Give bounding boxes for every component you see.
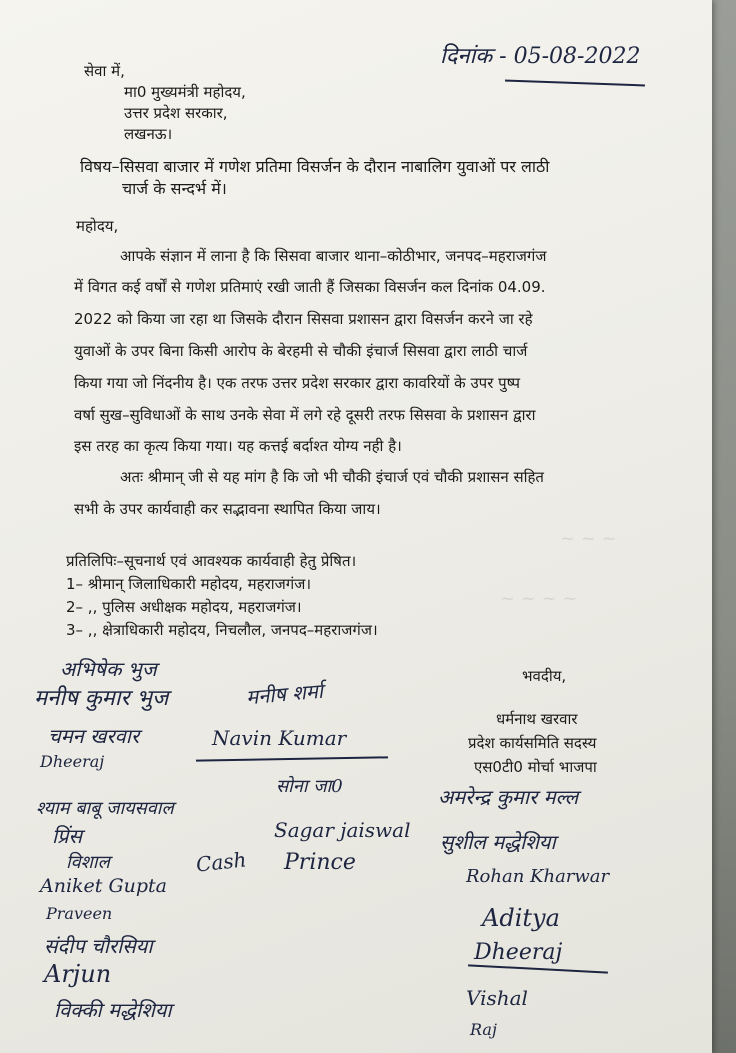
signature: विशाल <box>66 852 110 873</box>
recipient-line: उत्तर प्रदेश सरकार, <box>124 104 228 122</box>
signature: Vishal <box>466 986 528 1010</box>
signature: Prince <box>284 850 356 875</box>
signature: मनीष कुमार भुज <box>34 686 169 711</box>
sender-organisation: एस0टी0 मोर्चा भाजपा <box>474 758 597 776</box>
body-line: अतः श्रीमान् जी से यह मांग है कि जो भी चौकी इंचार्ज एवं चौकी प्रशासन सहित <box>120 468 544 486</box>
body-line: युवाओं के उपर बिना किसी आरोप के बेरहमी से चौकी इंचार्ज सिसवा द्वारा लाठी चार्ज <box>74 342 528 360</box>
body-line: वर्षा सुख–सुविधाओं के साथ उनके सेवा में लगे रहे दूसरी तरफ सिसवा के प्रशासन द्वारा <box>74 406 536 424</box>
signature-underline <box>196 756 388 761</box>
signature: Dheeraj <box>40 752 105 771</box>
signature: सोना जा0 <box>276 776 343 797</box>
signature: Arjun <box>44 960 112 988</box>
body-line: इस तरह का कृत्य किया गया। यह कत्तई बर्दाश्त योग्य नही है। <box>74 437 402 455</box>
subject-line: विषय–सिसवा बाजार में गणेश प्रतिमा विसर्जन के दौरान नाबालिग युवाओं पर लाठी <box>80 157 550 176</box>
signature: प्रिंस <box>52 824 83 848</box>
body-line: 2022 को किया जा रहा था जिसके दौरान सिसवा प्रशासन द्वारा विसर्जन करने जा रहे <box>74 310 533 328</box>
copy-to-item: 3– ,, क्षेत्राधिकारी महोदय, निचलौल, जनपद–महराजगंज। <box>66 621 378 639</box>
subject-line: चार्ज के सन्दर्भ में। <box>122 179 227 198</box>
greeting: महोदय, <box>76 217 119 235</box>
signature: Rohan Kharwar <box>466 866 610 887</box>
signature-underline <box>468 964 608 973</box>
signature: Aditya <box>482 904 560 932</box>
body-line: किया गया जो निंदनीय है। एक तरफ उत्तर प्रदेश सरकार द्वारा कावरियों के उपर पुष्प <box>74 374 520 392</box>
signature: सुशील मद्धेशिया <box>440 830 556 854</box>
salutation-to: सेवा में, <box>84 62 125 80</box>
signature: चमन खरवार <box>48 724 140 748</box>
signature: श्याम बाबू जायसवाल <box>36 798 174 819</box>
signature: Dheeraj <box>474 940 563 965</box>
bleed-through-mark: ~ ~ ~ ~ <box>500 588 578 609</box>
bleed-through-mark: ~ ~ ~ <box>560 528 617 549</box>
signature: Sagar jaiswal <box>274 818 411 842</box>
body-line: में विगत कई वर्षों से गणेश प्रतिमाएं रखी जाती हैं जिसका विसर्जन कल दिनांक 04.09. <box>74 278 546 296</box>
signature: अभिषेक भुज <box>60 657 157 681</box>
signature: Raj <box>470 1020 497 1039</box>
sender-title: प्रदेश कार्यसमिति सदस्य <box>468 734 597 752</box>
signature: विक्की मद्धेशिया <box>54 998 172 1022</box>
signature: अमरेन्द्र कुमार मल्ल <box>438 785 579 809</box>
copy-to-item: 1– श्रीमान् जिलाधिकारी महोदय, महराजगंज। <box>66 575 312 593</box>
copy-to-heading: प्रतिलिपिः–सूचनार्थ एवं आवश्यक कार्यवाही हेतु प्रेषित। <box>66 552 357 570</box>
signature: Praveen <box>46 904 113 923</box>
signature: संदीप चौरसिया <box>44 934 153 958</box>
signature: मनीष शर्मा <box>245 678 324 710</box>
signature: Cash <box>194 847 248 877</box>
signature: Aniket Gupta <box>40 875 168 897</box>
sender-name: धर्मनाथ खरवार <box>496 710 578 728</box>
recipient-line: लखनऊ। <box>124 125 173 143</box>
body-line: आपके संज्ञान में लाना है कि सिसवा बाजार थाना–कोठीभार, जनपद–महराजगंज <box>120 247 547 265</box>
letter-date: दिनांक - 05-08-2022 <box>440 44 641 69</box>
recipient-line: मा0 मुख्यमंत्री महोदय, <box>124 83 246 101</box>
body-line: सभी के उपर कार्यवाही कर सद्भावना स्थापित किया जाय। <box>74 500 381 518</box>
copy-to-item: 2– ,, पुलिस अधीक्षक महोदय, महराजगंज। <box>66 598 302 616</box>
signature: Navin Kumar <box>212 726 347 750</box>
closing: भवदीय, <box>522 667 567 685</box>
date-underline <box>505 80 645 87</box>
